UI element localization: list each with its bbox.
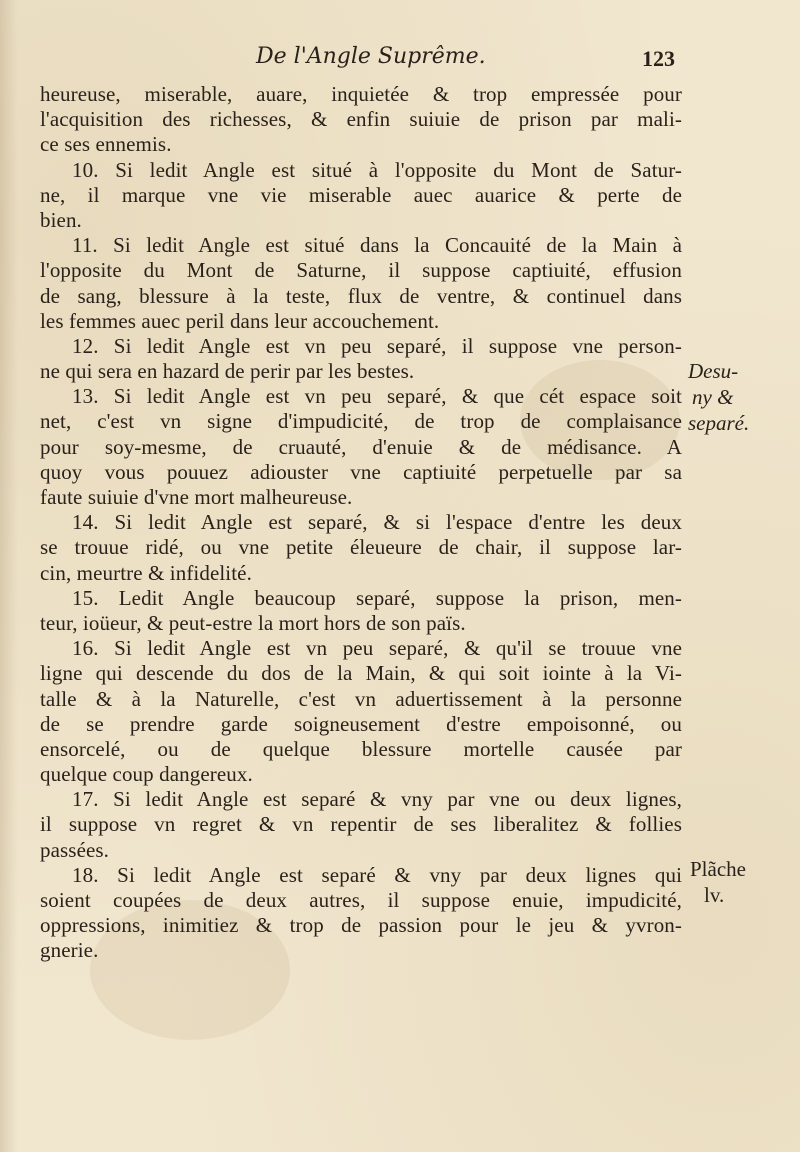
text-line: 18. Si ledit Angle est separé & vny par deux lignes qui [72,862,682,887]
text-line: l'opposite du Mont de Saturne, il suppose captiuité, effusion [40,258,682,283]
running-title: De l'Angle Suprême. [256,44,486,69]
text-line: bien. [40,207,82,232]
text-line: heureuse, miserable, auare, inquietée & trop empressée pour [40,82,682,106]
text-line: 17. Si ledit Angle est separé & vny par vne ou deux lignes, [72,787,682,812]
text-line: 15. Ledit Angle beaucoup separé, suppose la prison, men- [72,585,682,610]
text-line: ligne qui descende du dos de la Main, & qui soit iointe à la Vi- [40,661,682,686]
text-line: oppressions, inimitiez & trop de passion pour le jeu & yvron- [40,913,682,938]
text-line: 16. Si ledit Angle est vn peu separé, & qu'il se trouue vne [72,636,682,661]
running-header [0,40,800,80]
margin-note-line: Desu- [688,359,739,383]
text-line: les femmes auec peril dans leur accouchement. [40,308,440,333]
text-line: cin, meurtre & infidelité. [40,560,252,585]
text-line: 13. Si ledit Angle est vn peu separé, & que cét espace soit [72,384,682,409]
text-line: 11. Si ledit Angle est situé dans la Concauité de la Main à [72,233,682,258]
text-line: se trouue ridé, ou vne petite éleueure de chair, il suppose lar- [40,535,682,560]
margin-note-line: lv. [704,883,725,907]
text-line: faute suiuie d'vne mort malheureuse. [40,485,353,509]
text-line: teur, ioüeur, & peut-estre la mort hors de son païs. [40,610,466,635]
margin-note-planche [690,856,746,908]
text-line: pour soy-mesme, de cruauté, d'enuie & de médisance. A [40,434,682,459]
text-line: passées. [40,837,110,862]
text-line: ce ses ennemis. [40,132,172,157]
text-line: ne, il marque vne vie miserable auec auarice & perte de [40,182,682,207]
margin-note-desuny [688,358,749,436]
text-line: quoy vous pouuez adiouster vne captiuité perpetuelle par sa [40,459,682,484]
page-number: 123 [642,46,675,71]
text-line: ensorcelé, ou de quelque blessure mortelle causée par [40,736,682,761]
margin-note-line: separé. [688,411,750,435]
text-line: soient coupées de deux autres, il suppose enuie, impudicité, [40,888,682,912]
text-line: quelque coup dangereux. [40,762,253,787]
text-line: ne qui sera en hazard de perir par les bestes. [40,359,415,384]
margin-note-line: Plãche [690,857,746,881]
text-line: 10. Si ledit Angle est situé à l'opposite du Mont de Satur- [72,157,682,182]
text-line: de se prendre garde soigneusement d'estre empoisonné, ou [40,711,682,736]
text-line: talle & à la Naturelle, c'est vn aduertissement à la personne [40,686,682,711]
text-line: 12. Si ledit Angle est vn peu separé, il suppose vne person- [72,333,682,358]
text-line: gnerie. [40,938,99,963]
text-line: il suppose vn regret & vn repentir de ses liberalitez & follies [40,812,682,837]
text-line: net, c'est vn signe d'impudicité, de trop de complaisance [40,409,682,434]
body-text [40,82,682,964]
margin-note-line: ny & [692,385,734,409]
text-line: de sang, blessure à la teste, flux de ventre, & continuel dans [40,283,682,308]
text-line: 14. Si ledit Angle est separé, & si l'espace d'entre les deux [72,510,682,535]
text-line: l'acquisition des richesses, & enfin suiuie de prison par mali- [40,107,682,132]
